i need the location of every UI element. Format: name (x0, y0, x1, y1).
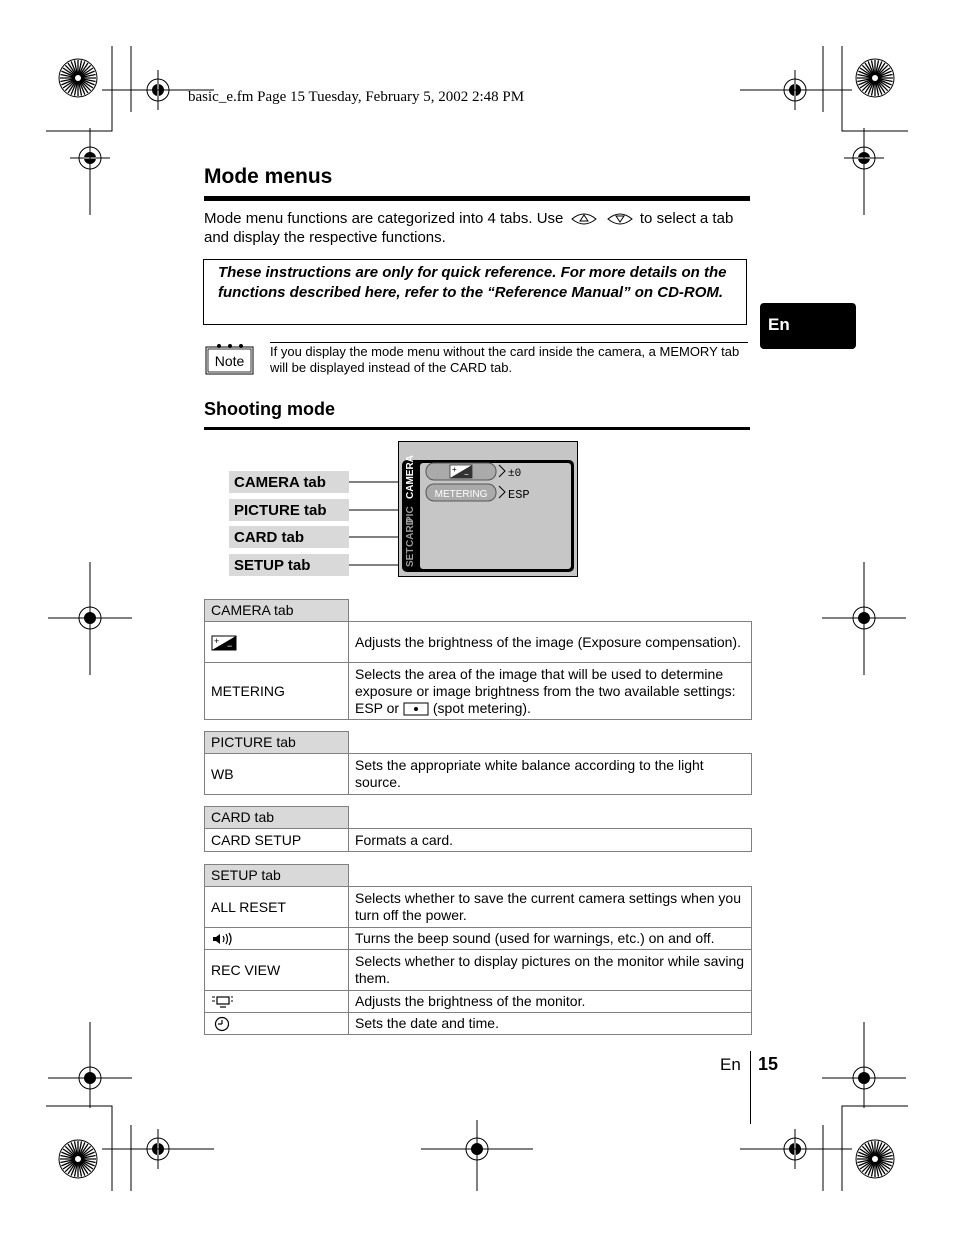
file-stamp: basic_e.fm Page 15 Tuesday, February 5, 2002 2:48 PM (188, 89, 525, 105)
page-title: Mode menus (204, 165, 333, 188)
table-row (205, 928, 752, 950)
camera-tab-table (204, 599, 752, 720)
table-row (205, 663, 752, 720)
clock-icon (211, 1016, 233, 1032)
table-row (205, 887, 752, 928)
quick-reference-box: These instructions are only for quick reference. For more details on the functions described here, refer to the “Reference Manual” on CD-ROM. (203, 259, 747, 325)
monitor-brightness-icon (211, 995, 233, 1009)
row-description: Adjusts the brightness of the image (Exposure compensation). (349, 622, 752, 663)
lcd-exposure-icon (450, 465, 472, 479)
row-name: CARD SETUP (205, 829, 349, 852)
lcd-metering-value: ESP (508, 488, 530, 502)
svg-text:+: + (214, 635, 220, 646)
table-header: CARD tab (205, 807, 349, 829)
svg-text:+: + (452, 465, 457, 474)
exposure-compensation-icon (211, 635, 237, 651)
picture-tab-label: PICTURE tab (229, 499, 349, 521)
language-side-tab: En (760, 303, 856, 349)
row-description: Sets the date and time. (349, 1013, 752, 1035)
table-row (205, 1013, 752, 1035)
row-description: Turns the beep sound (used for warnings, etc.) on and off. (349, 928, 752, 950)
row-name: WB (205, 754, 349, 795)
setup-tab-label: SETUP tab (229, 554, 349, 576)
intro-text-end: to select a tab and display the respective functions. (204, 210, 734, 246)
lcd-exposure-value: ±0 (508, 468, 522, 480)
footer-divider (750, 1051, 751, 1124)
section-subtitle: Shooting mode (204, 399, 335, 419)
table-row (205, 829, 752, 852)
setup-tab-table (204, 864, 752, 1035)
card-tab-table (204, 806, 752, 852)
svg-text:−: − (227, 640, 233, 651)
lcd-tab-card: CARD (405, 518, 416, 547)
lcd-metering-label: METERING (434, 489, 488, 500)
row-name: ALL RESET (205, 887, 349, 928)
footer-language: En (720, 1055, 741, 1074)
row-description: Selects whether to save the current camera settings when you turn off the power. (349, 887, 752, 928)
note-text: If you display the mode menu without the card inside the camera, a MEMORY tab will be displayed instead of the CARD tab. (270, 344, 740, 375)
table-row (205, 754, 752, 795)
card-tab-label: CARD tab (229, 526, 349, 548)
row-description: Selects the area of the image that will be used to determine exposure or image brightness from the two available settings: ESP or (spot metering). (349, 663, 752, 720)
row-name: METERING (205, 663, 349, 720)
page-number: 15 (758, 1054, 779, 1074)
table-header: PICTURE tab (205, 732, 349, 754)
lcd-tab-camera: CAMERA (405, 455, 416, 499)
lcd-tab-set: SET (405, 547, 416, 567)
camera-tab-label: CAMERA tab (229, 471, 349, 493)
table-row (205, 950, 752, 991)
note-icon-label: Note (214, 353, 245, 369)
row-description: Sets the appropriate white balance according to the light source. (349, 754, 752, 795)
table-header: SETUP tab (205, 865, 349, 887)
table-header: CAMERA tab (205, 600, 349, 622)
lcd-tab-pic: PIC (405, 506, 416, 523)
table-row (205, 991, 752, 1013)
svg-text:−: − (464, 470, 469, 479)
lcd-menu-screen (398, 441, 578, 577)
spot-metering-icon (403, 702, 429, 716)
row-description: Formats a card. (349, 829, 752, 852)
row-name: REC VIEW (205, 950, 349, 991)
row-description: Selects whether to display pictures on the monitor while saving them. (349, 950, 752, 991)
beep-sound-icon (211, 932, 235, 946)
table-row (205, 622, 752, 663)
picture-tab-table (204, 731, 752, 795)
intro-text-start: Mode menu functions are categorized into 4 tabs. Use (204, 210, 564, 227)
row-description: Adjusts the brightness of the monitor. (349, 991, 752, 1013)
